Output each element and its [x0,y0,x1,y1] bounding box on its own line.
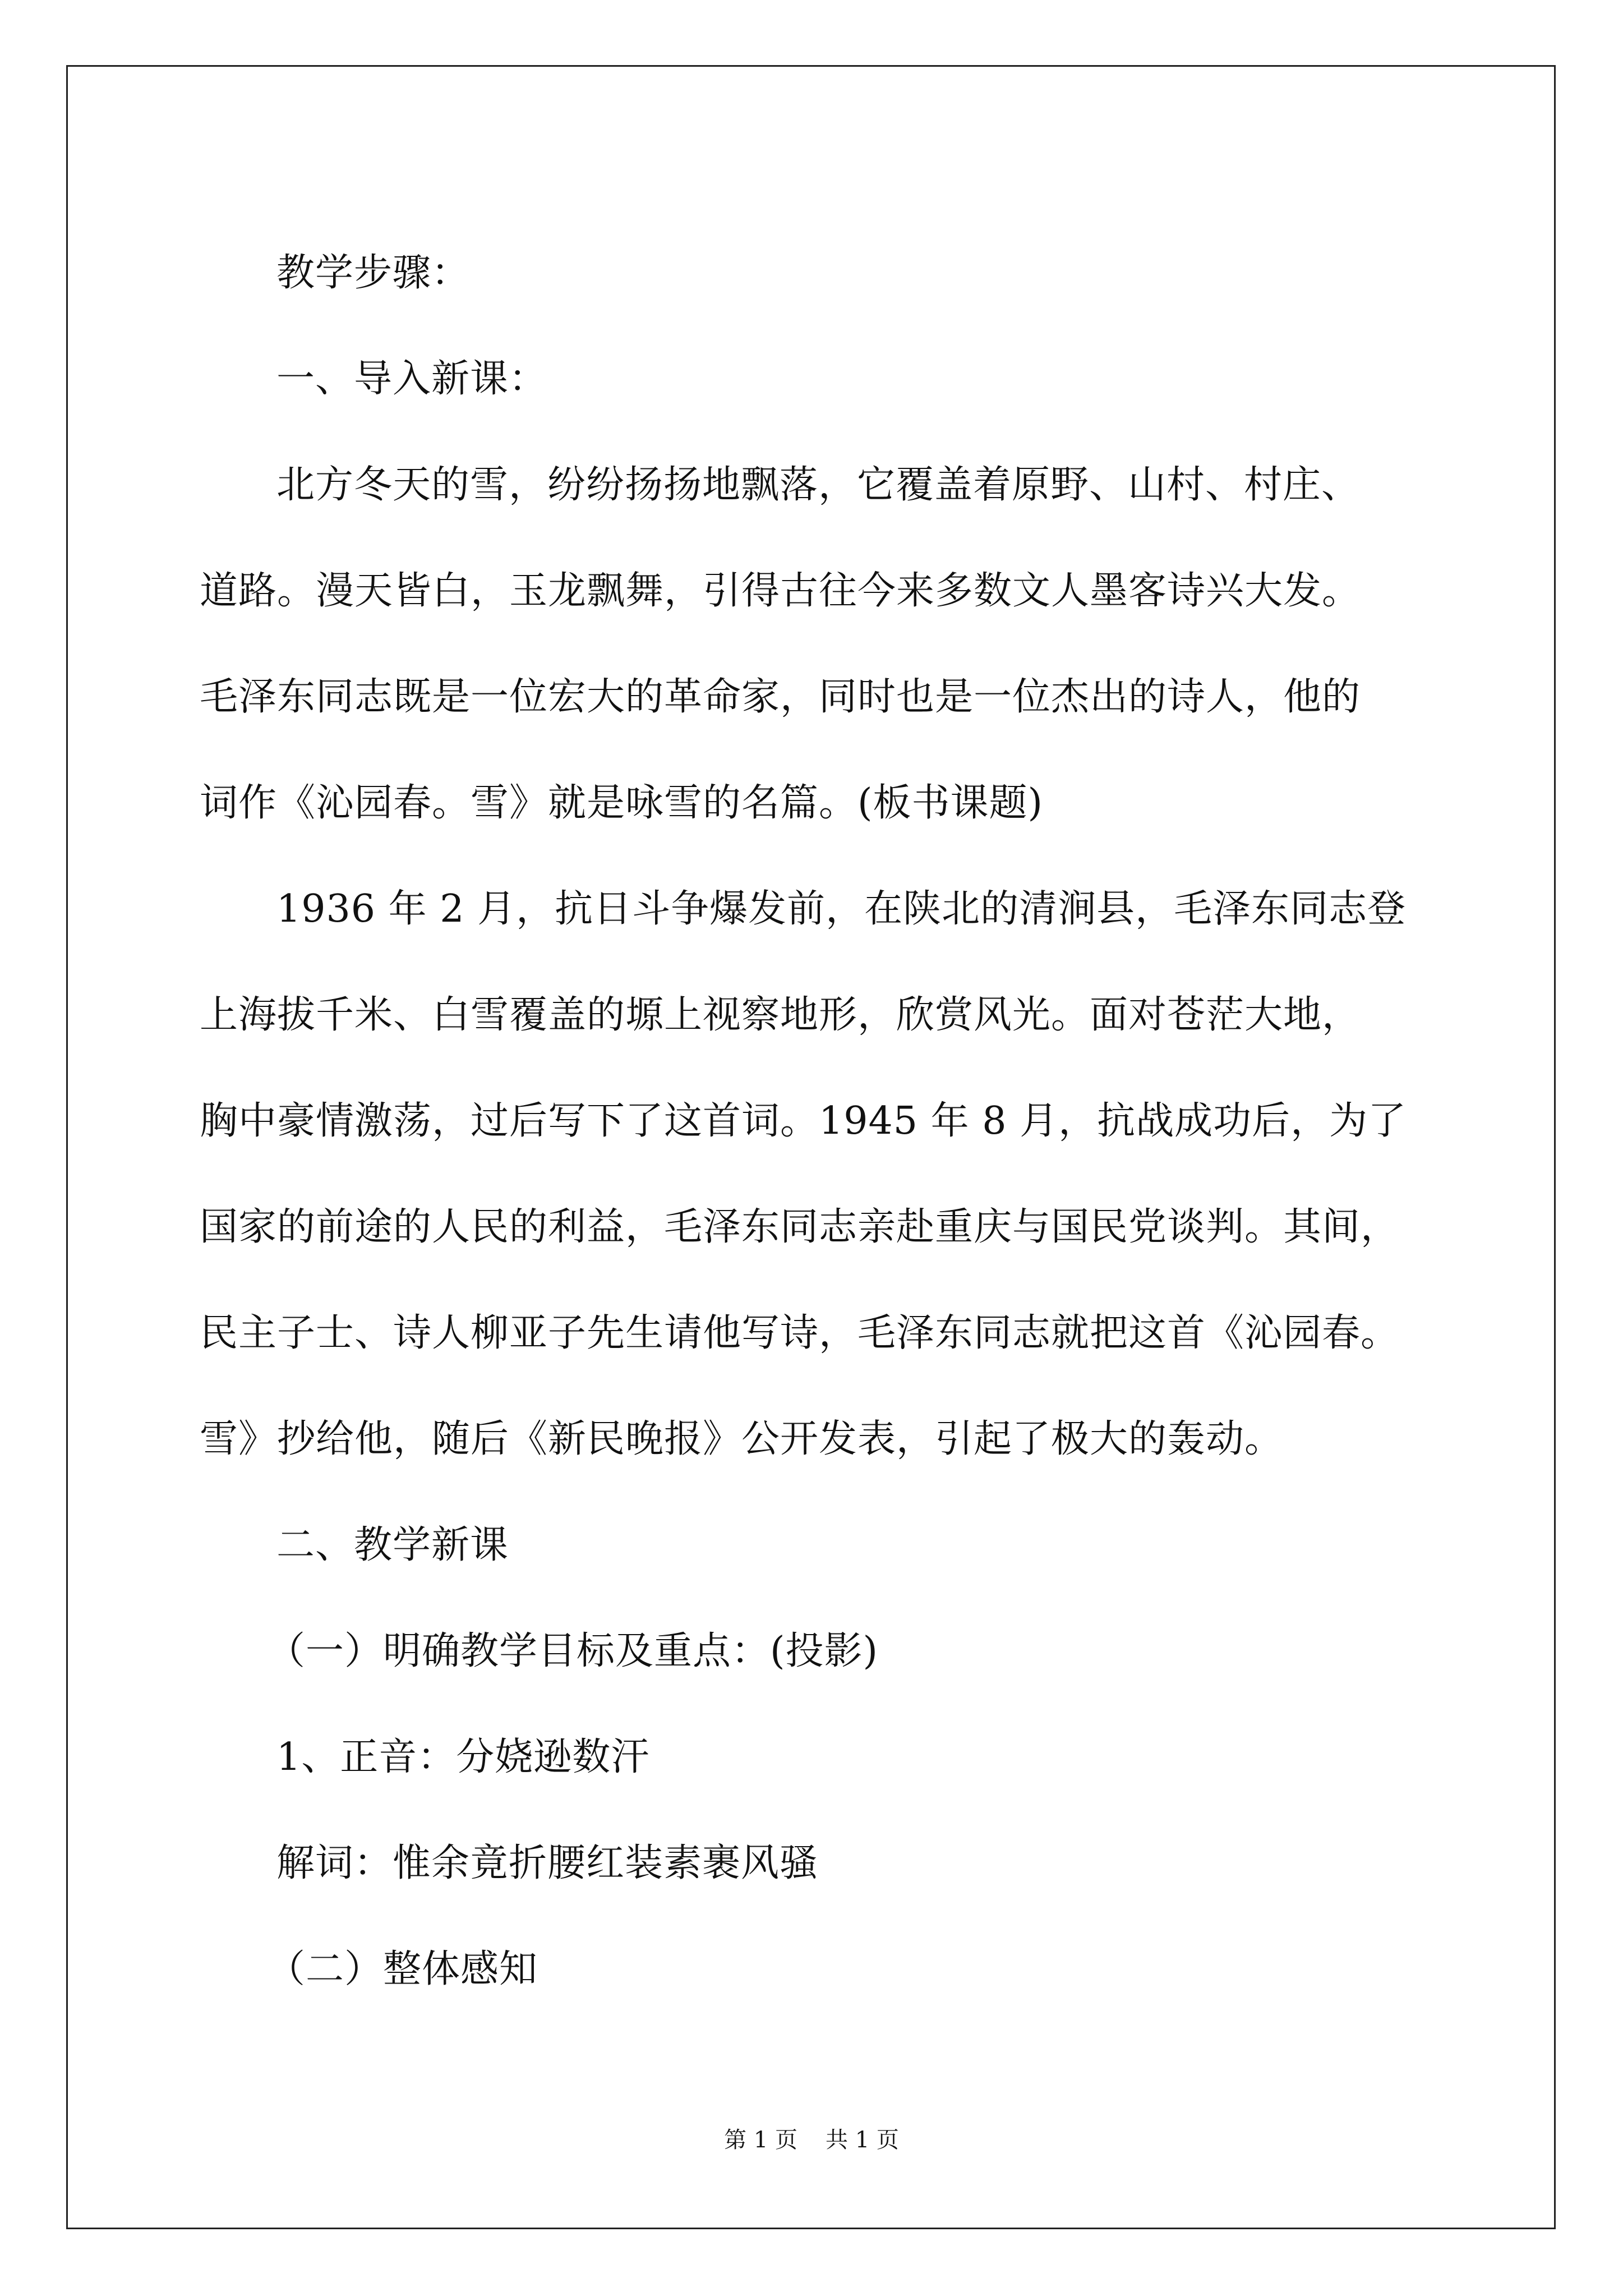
line-paragraph-2: 雪》抄给他，随后《新民晚报》公开发表，引起了极大的轰动。 [200,1417,1284,1461]
line-paragraph-2: 1936 年 2 月，抗日斗争爆发前，在陕北的清涧县，毛泽东同志登 [276,887,1407,931]
line-section-2-heading: 二、教学新课 [276,1523,509,1567]
line-paragraph-1: 道路。漫天皆白，玉龙飘舞，引得古往今来多数文人墨客诗兴大发。 [200,569,1361,613]
page-number: 第 1 页 [724,2127,797,2153]
line-paragraph-1: 北方冬天的雪，纷纷扬扬地飘落，它覆盖着原野、山村、村庄、 [276,463,1361,507]
line-paragraph-2: 胸中豪情激荡，过后写下了这首词。1945 年 8 月，抗战成功后，为了 [200,1099,1407,1143]
line-subsection-1: （一）明确教学目标及重点：(投影) [267,1629,879,1673]
line-vocabulary: 解词：惟余竟折腰红装素裹风骚 [276,1841,819,1885]
line-paragraph-2: 民主子士、诗人柳亚子先生请他写诗，毛泽东同志就把这首《沁园春。 [200,1311,1400,1355]
document-body [200,220,1420,2022]
line-teaching-steps: 教学步骤： [276,251,471,295]
line-paragraph-1: 词作《沁园春。雪》就是咏雪的名篇。(板书课题) [200,781,1044,825]
page-footer [0,2123,1623,2157]
line-paragraph-2: 国家的前途的人民的利益，毛泽东同志亲赴重庆与国民党谈判。其间， [200,1205,1400,1249]
line-pronunciation: 1、正音：分娆逊数汗 [276,1735,650,1779]
line-subsection-2: （二）整体感知 [267,1947,538,1991]
line-paragraph-1: 毛泽东同志既是一位宏大的革命家，同时也是一位杰出的诗人，他的 [200,675,1361,719]
line-section-1-heading: 一、导入新课： [276,357,548,401]
page-total: 共 1 页 [826,2127,899,2153]
line-paragraph-2: 上海拔千米、白雪覆盖的塬上视察地形，欣赏风光。面对苍茫大地， [200,993,1361,1037]
